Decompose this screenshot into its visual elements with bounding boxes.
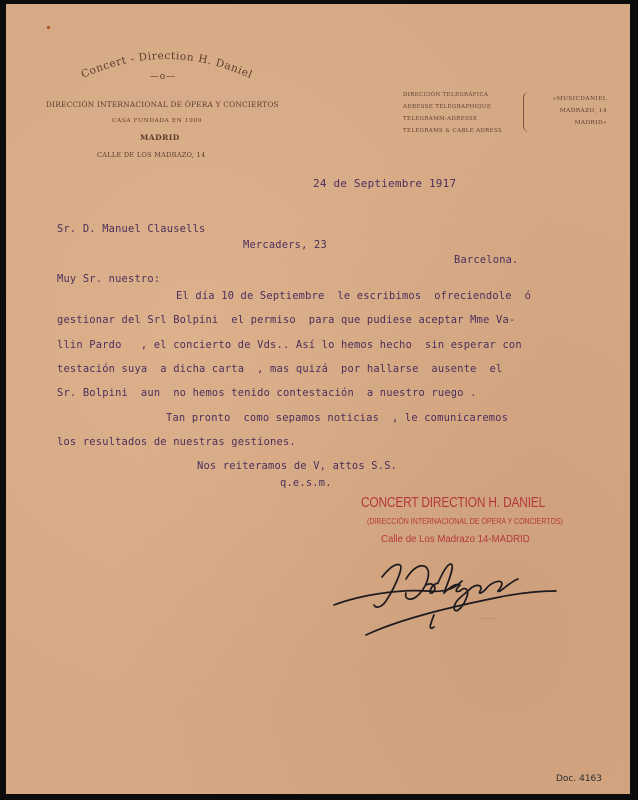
body-line: llin Pardo , el concierto de Vds.. Así lo hemos hecho sin esperar con	[57, 339, 522, 351]
cable-line: «MUSICDANIEL	[552, 96, 607, 102]
recipient-name: Sr. D. Manuel Clausells	[57, 223, 206, 235]
body-line: Sr. Bolpini aun no hemos tenido contestación a nuestro ruego .	[57, 387, 477, 399]
letterhead-ornament: —o—	[149, 72, 177, 82]
closing-line: Nos reiteramos de V, attos S.S.	[197, 460, 398, 472]
handwritten-signature	[330, 555, 570, 645]
body-line: testación suya a dicha carta , mas quizá por hallarse ausente el	[57, 363, 503, 375]
letterhead-name: Concert - Direction H. Daniel	[79, 49, 255, 82]
letterhead-arc-title	[40, 30, 290, 110]
body2-line: Tan pronto como sepamos noticias , le comunicaremos	[166, 412, 509, 424]
body-line: El día 10 de Septiembre le escribimos ofreciendole ó	[176, 290, 532, 302]
stamp-subtitle: (DIRECCIÓN INTERNACIONAL DE ÓPERA Y CONCIERTOS)	[367, 517, 564, 526]
letterhead-street: CALLE DE LOS MADRAZO, 14	[97, 151, 206, 159]
recipient-city: Barcelona.	[454, 254, 519, 266]
salutation: Muy Sr. nuestro:	[57, 273, 161, 285]
letterhead-founded: CASA FUNDADA EN 1900	[112, 118, 203, 124]
faint-pencil-mark: ~~~	[478, 614, 499, 623]
cable-line: MADRID»	[574, 120, 607, 126]
letter-date: 24 de Septiembre 1917	[313, 177, 457, 190]
body2-line: los resultados de nuestras gestiones.	[57, 436, 296, 448]
letterhead-city: MADRID	[140, 133, 180, 142]
closing-initials: q.e.s.m.	[280, 477, 332, 489]
telegraph-line: DIRECCIÓN TELEGRÁFICA	[403, 92, 489, 98]
recipient-street: Mercaders, 23	[243, 239, 327, 251]
letterhead-subtitle: DIRECCIÓN INTERNACIONAL DE ÓPERA Y CONCIERTOS	[46, 100, 279, 109]
ink-spot	[47, 26, 50, 29]
telegraph-line: ADRESSE TÉLÉGRAPHIQUE	[403, 104, 492, 110]
telegraph-address-block	[403, 92, 502, 140]
archive-reference: Doc. 4163	[556, 774, 603, 784]
telegraph-bracket	[523, 92, 530, 132]
telegraph-line: TELEGRAMS & CABLE ADRESS	[403, 128, 503, 134]
cable-address-block	[533, 96, 607, 132]
stamp-company-name: CONCERT DIRECTION H. DANIEL	[361, 495, 546, 511]
cable-line: MADRAZO, 14	[559, 108, 607, 114]
body-line: gestionar del Srl Bolpini el permiso para que pudiese aceptar Mme Va-	[57, 314, 516, 326]
stamp-address: Calle de Los Madrazo 14-MADRID	[381, 533, 530, 545]
telegraph-line: TELEGRAMM-ADRESSE	[403, 116, 478, 122]
